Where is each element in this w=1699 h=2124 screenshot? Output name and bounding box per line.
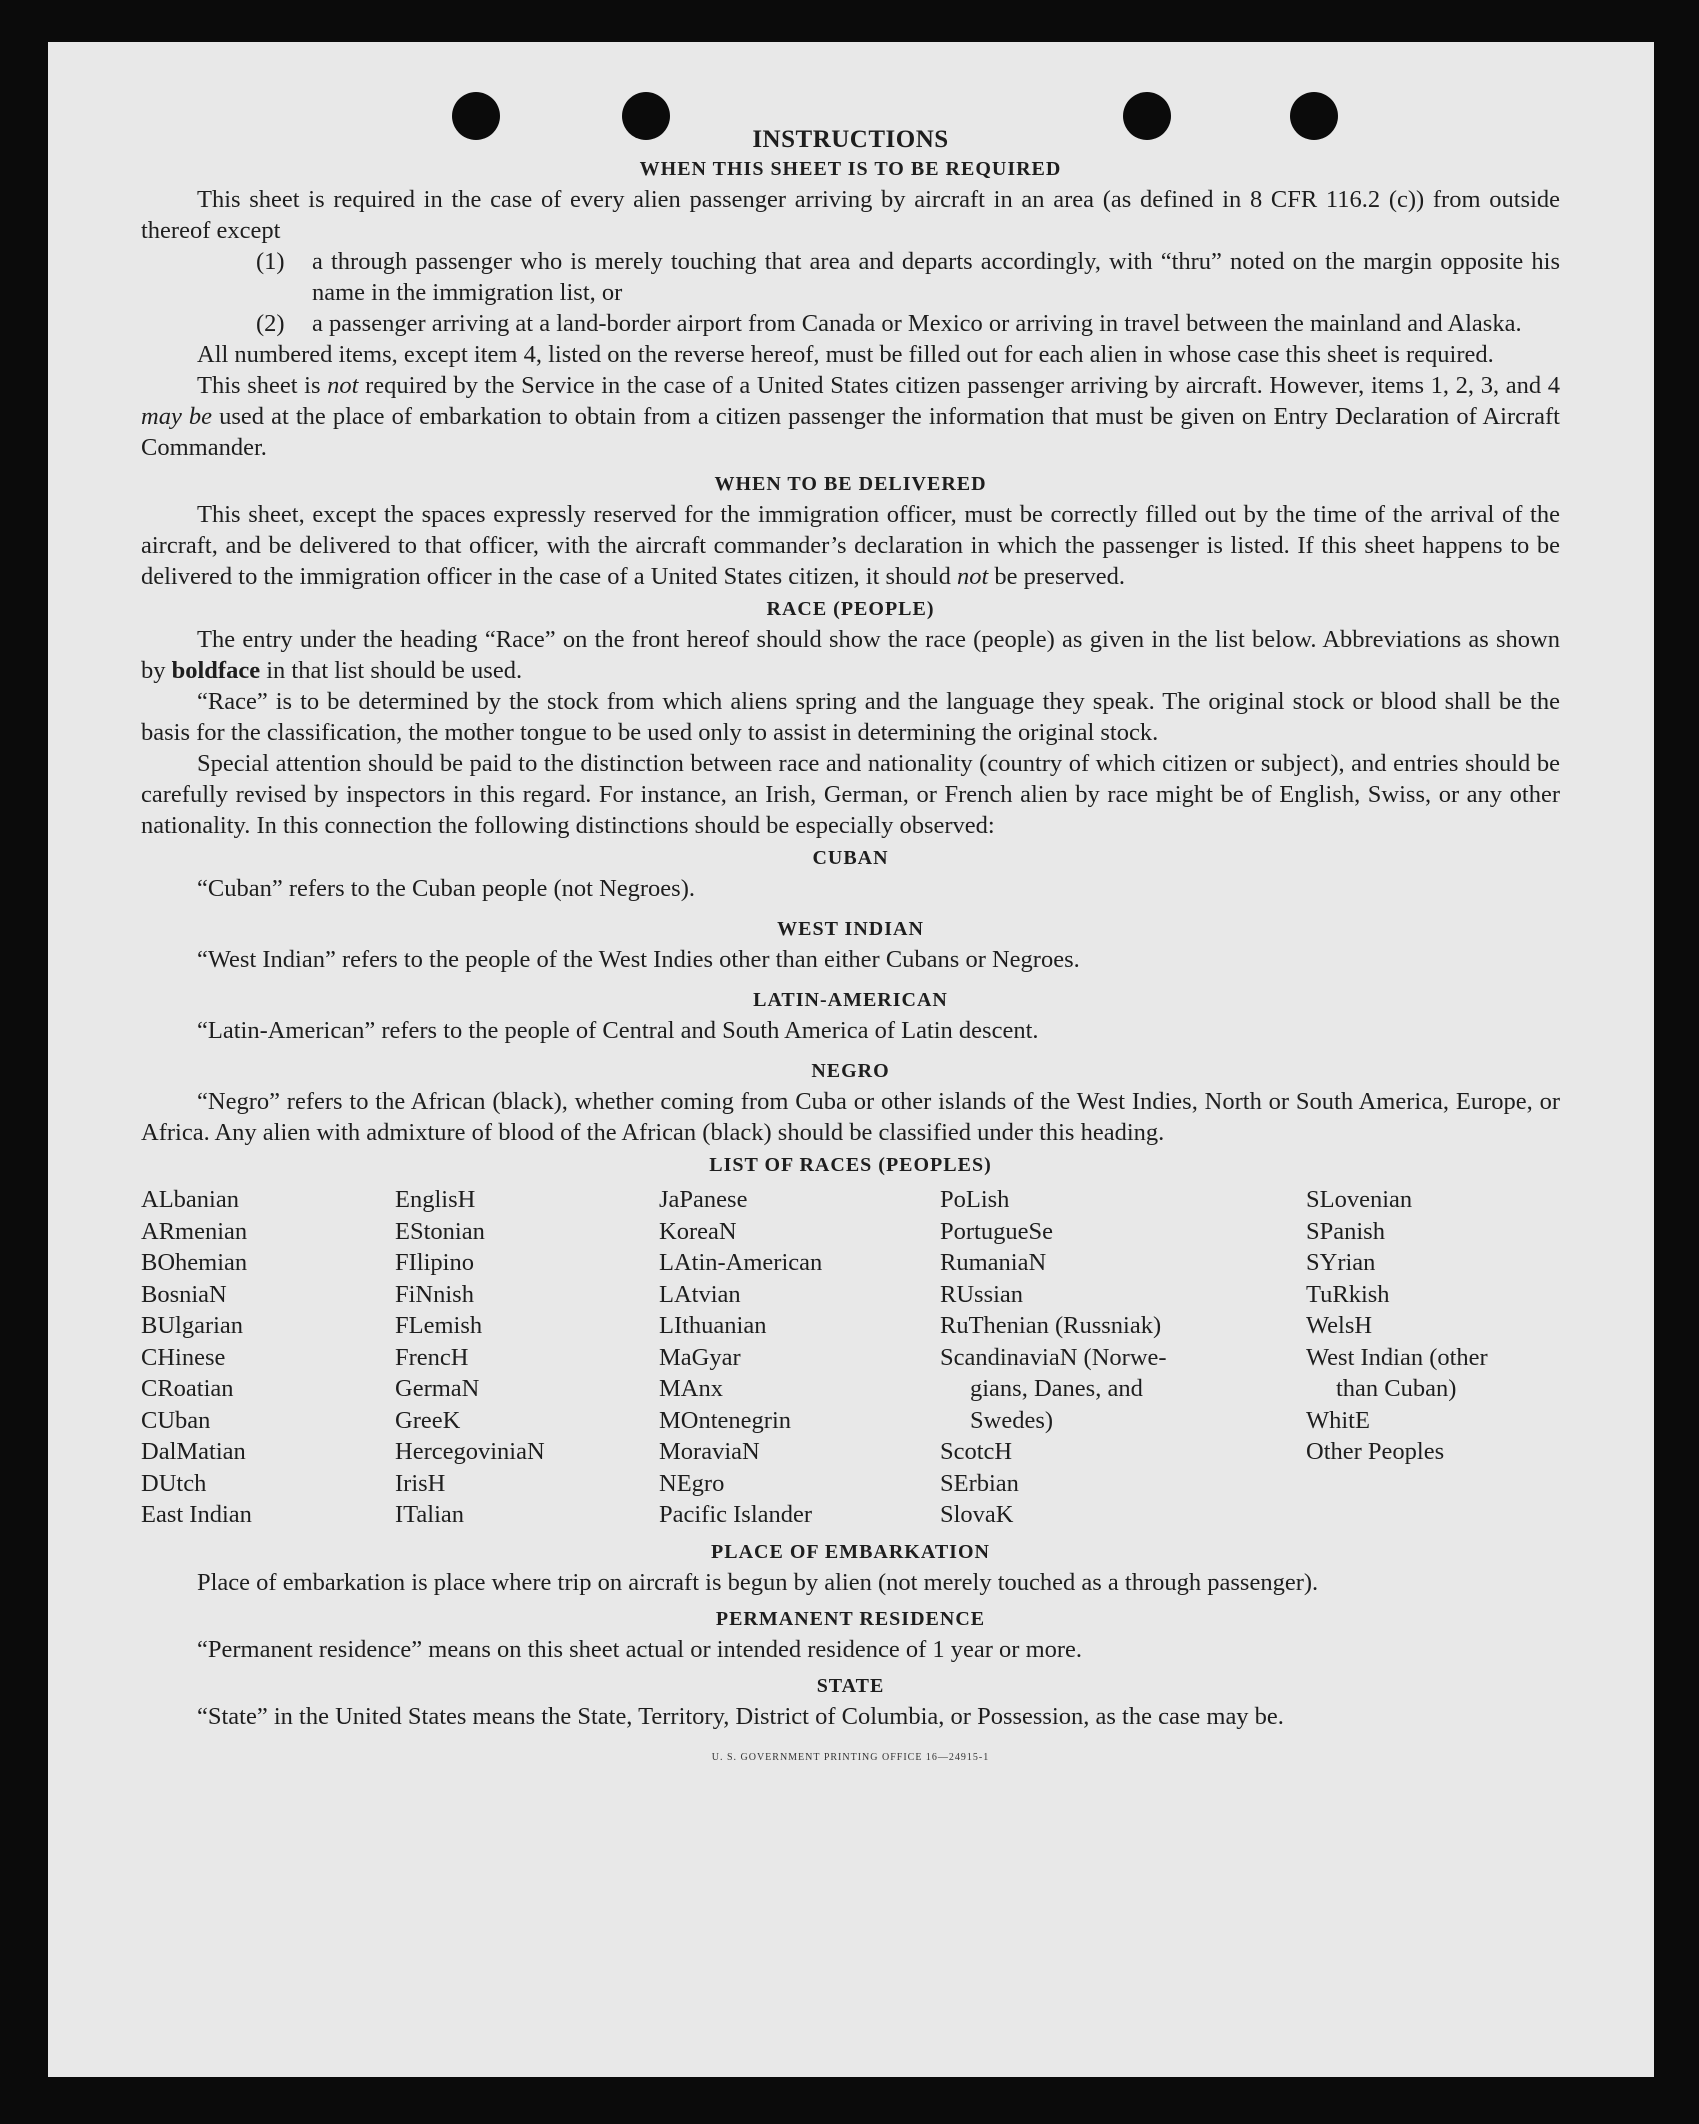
race-entry: WhitE [1306, 1406, 1370, 1434]
race-entry: IrisH [395, 1469, 446, 1497]
race-entry: DalMatian [141, 1438, 246, 1465]
residence-heading: PERMANENT RESIDENCE [715, 1607, 986, 1630]
race-entry: NEgro [659, 1469, 725, 1497]
race-entry: MOntenegrin [659, 1406, 791, 1434]
race-entry: RuThenian (Russniak) [940, 1312, 1162, 1339]
latin-american-heading: LATIN-AMERICAN [753, 989, 948, 1011]
exception-text: a passenger arriving at a land-border airport from Canada or Mexico or arriving in travel between the mainland and Alaska. [312, 310, 1522, 337]
race-entry: PoLish [940, 1186, 1010, 1213]
race-entry: Other Peoples [1306, 1438, 1445, 1465]
race-entry: FiNnish [395, 1280, 474, 1308]
race-entry: ALbanian [141, 1186, 239, 1213]
races-list [141, 1184, 1560, 1531]
race-entry: PortugueSe [940, 1217, 1053, 1245]
list-of-races-heading: LIST OF RACES (PEOPLES) [709, 1154, 992, 1176]
race-paragraph: “Race” is to be determined by the stock from which aliens spring and the language they speak. The original stock or blood shall be the basis for the classification, the mother tongue to be used only to assist in determining the original stock. [141, 688, 1560, 746]
race-entry: SlovaK [940, 1501, 1014, 1528]
race-entry: JaPanese [659, 1186, 748, 1213]
exception-item [256, 246, 1560, 308]
cuban-heading: CUBAN [812, 847, 889, 869]
exception-item [256, 308, 1560, 339]
race-entry: SYrian [1306, 1249, 1376, 1276]
instructions-title: INSTRUCTIONS [752, 126, 949, 153]
exception-number: (1) [256, 248, 285, 275]
negro-heading: NEGRO [811, 1060, 890, 1082]
race-entry: FIlipino [395, 1249, 474, 1276]
race-entry: than Cuban) [1336, 1375, 1457, 1402]
race-entry: LAtin-American [659, 1249, 823, 1276]
citizen-paragraph: This sheet is not required by the Service in the case of a United States citizen passenger arriving by aircraft. However, items 1, 2, 3, and 4 may be used at the place of embarkation to obtain from a citizen passenger the information that must be given on Entry Declaration of Aircraft Commander. [141, 372, 1560, 461]
west-indian-heading: WEST INDIAN [777, 918, 924, 940]
race-entry: SLovenian [1306, 1186, 1413, 1213]
race-entry: CHinese [141, 1343, 226, 1371]
race-entry: CRoatian [141, 1375, 234, 1402]
race-entry: FrencH [395, 1343, 469, 1371]
race-entry: gians, Danes, and [970, 1375, 1143, 1402]
race-entry: ScandinaviaN (Norwe- [940, 1343, 1167, 1371]
race-entry: WelsH [1306, 1312, 1373, 1339]
race-entry: SErbian [940, 1469, 1019, 1497]
race-entry: LIthuanian [659, 1312, 767, 1339]
race-paragraph: The entry under the heading “Race” on the front hereof should show the race (people) as given in the list below. Abbreviations as shown by boldface in that list should be used. [141, 626, 1560, 684]
when-required-intro: This sheet is required in the case of every alien passenger arriving by aircraft in an area (as defined in 8 CFR 116.2 (c)) from outside thereof except [141, 186, 1560, 244]
race-entry: DUtch [141, 1469, 207, 1497]
race-entry: EStonian [395, 1217, 485, 1245]
race-entry: HercegoviniaN [395, 1438, 545, 1465]
latin-american-paragraph: “Latin-American” refers to the people of Central and South America of Latin descent. [197, 1017, 1039, 1044]
race-entry: Pacific Islander [659, 1501, 813, 1528]
when-delivered-paragraph: This sheet, except the spaces expressly reserved for the immigration officer, must be correctly filled out by the time of the arrival of the aircraft, and be delivered to that officer, with the aircraft commander’s declaration in which the passenger is listed. If this sheet happens to be delivered to the immigration officer in the case of a United States citizen, it should not be preserved. [141, 501, 1560, 590]
race-entry: BOhemian [141, 1249, 248, 1276]
when-required-heading: WHEN THIS SHEET IS TO BE REQUIRED [639, 158, 1062, 180]
race-entry: BUlgarian [141, 1312, 244, 1339]
state-paragraph: “State” in the United States means the State, Territory, District of Columbia, or Possession, as the case may be. [197, 1702, 1284, 1730]
west-indian-paragraph: “West Indian” refers to the people of the West Indies other than either Cubans or Negroes. [197, 946, 1080, 973]
document-body [141, 124, 1560, 1773]
negro-paragraph: “Negro” refers to the African (black), whether coming from Cuba or other islands of the West Indies, North or South America, Europe, or Africa. Any alien with admixture of blood of the African (black) should be classified under this heading. [141, 1088, 1560, 1146]
race-entry: RUssian [940, 1280, 1024, 1308]
race-entry: MoraviaN [659, 1438, 760, 1465]
embarkation-paragraph: Place of embarkation is place where trip on aircraft is begun by alien (not merely touched as a through passenger). [197, 1568, 1319, 1596]
race-entry: TuRkish [1306, 1280, 1390, 1308]
race-entry: KoreaN [659, 1217, 737, 1245]
race-entry: CUban [141, 1406, 211, 1434]
race-entry: EnglisH [395, 1186, 476, 1213]
race-entry: GreeK [395, 1406, 461, 1434]
race-paragraph: Special attention should be paid to the distinction between race and nationality (country of which citizen or subject), and entries should be carefully revised by inspectors in this regard. For instance, an Irish, German, or French alien by race might be of English, Swiss, or any other nationality. In this connection the following distinctions should be especially observed: [141, 750, 1560, 839]
race-entry: ScotcH [940, 1438, 1013, 1465]
races-column [1306, 1184, 1560, 1531]
races-column [940, 1184, 1306, 1531]
race-entry: SPanish [1306, 1217, 1385, 1245]
races-column [659, 1184, 940, 1531]
exception-text: a through passenger who is merely touching that area and departs accordingly, with “thru” noted on the margin opposite his name in the immigration list, or [312, 248, 1560, 306]
races-column [395, 1184, 659, 1531]
race-entry: LAtvian [659, 1280, 741, 1308]
race-heading: RACE (PEOPLE) [766, 598, 935, 620]
race-entry: East Indian [141, 1501, 252, 1528]
race-entry: MAnx [659, 1375, 723, 1402]
races-column [141, 1184, 395, 1531]
numbered-items-paragraph: All numbered items, except item 4, listed on the reverse hereof, must be filled out for each alien in whose case this sheet is required. [197, 341, 1494, 368]
race-entry: GermaN [395, 1375, 480, 1402]
cuban-paragraph: “Cuban” refers to the Cuban people (not Negroes). [197, 875, 695, 902]
race-entry: ARmenian [141, 1217, 248, 1245]
race-entry: MaGyar [659, 1343, 741, 1371]
race-entry: FLemish [395, 1312, 483, 1339]
race-entry: BosniaN [141, 1280, 227, 1308]
race-entry: Swedes) [970, 1406, 1054, 1434]
residence-paragraph: “Permanent residence” means on this sheet actual or intended residence of 1 year or more. [197, 1635, 1083, 1663]
when-delivered-heading: WHEN TO BE DELIVERED [714, 473, 987, 495]
embarkation-heading: PLACE OF EMBARKATION [711, 1540, 990, 1563]
race-entry: RumaniaN [940, 1249, 1047, 1276]
race-entry: West Indian (other [1306, 1343, 1488, 1371]
document-sheet [48, 42, 1654, 2077]
state-heading: STATE [816, 1674, 885, 1697]
race-entry: ITalian [395, 1501, 465, 1528]
printer-imprint: U. S. GOVERNMENT PRINTING OFFICE 16—24915-1 [711, 1751, 990, 1763]
exception-number: (2) [256, 310, 285, 337]
